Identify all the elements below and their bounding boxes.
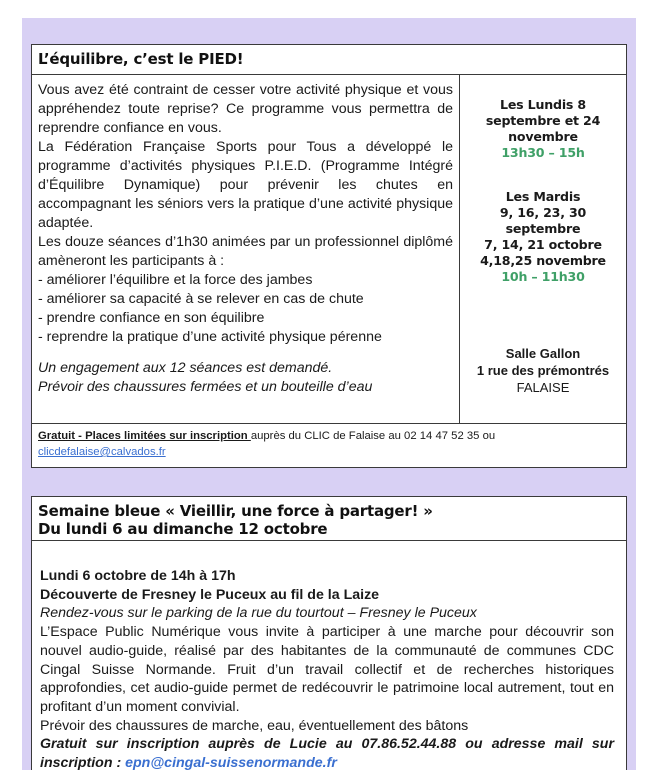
event-description: L’Espace Public Numérique vous invite à participer à une marche pour découvrir son nouvel audio-guide, réalisé par des habitantes de la communauté de communes CDC Cingal Suisse Normande. Fruit d’un travail collectif et de recherches historiques approfondies, cet audio-guide permet de redécouvrir le patrimoine local autrement, tout en profitant d’un moment convivial.	[40, 624, 614, 715]
registration-info: auprès du CLIC de Falaise au 02 14 47 52 35 ou	[250, 430, 496, 442]
list-item: - améliorer l’équilibre et la force des jambes	[38, 272, 313, 288]
pied-body	[32, 75, 626, 424]
pied-program-card	[31, 44, 627, 468]
venue	[460, 345, 626, 396]
pied-footer	[32, 424, 626, 460]
event-meeting-point: Rendez-vous sur le parking de la rue du tourtout – Fresney le Puceux	[40, 605, 477, 622]
monday-schedule	[460, 97, 626, 161]
tuesday-line: 4,18,25 novembre	[480, 253, 606, 268]
list-item: - reprendre la pratique d’une activité physique pérenne	[38, 329, 382, 345]
pied-sessions: Les douze séances d’1h30 animées par un professionnel diplômé amèneront les participants à :	[38, 234, 453, 269]
venue-room: Salle Gallon	[505, 346, 581, 361]
tuesday-time: 10h – 11h30	[501, 269, 585, 284]
semaine-bleue-body	[32, 541, 626, 773]
epn-email-link[interactable]: epn@cingal-suissenormande.fr	[125, 755, 337, 772]
clic-email-link[interactable]: clicdefalaise@calvados.fr	[38, 446, 166, 458]
venue-address: 1 rue des prémontrés	[476, 363, 610, 378]
pied-commitment: Un engagement aux 12 séances est demandé.	[38, 360, 333, 376]
tuesday-line: 9, 16, 23, 30	[499, 205, 587, 220]
event-title: Découverte de Fresney le Puceux au fil de la Laize	[40, 586, 380, 603]
semaine-bleue-title: Semaine bleue « Vieillir, une force à partager! »	[38, 502, 433, 520]
event-date: Lundi 6 octobre de 14h à 17h	[40, 568, 236, 584]
pied-title-row	[32, 45, 626, 75]
pied-description	[32, 75, 460, 423]
event-signup	[40, 735, 614, 772]
event-bring: Prévoir des chaussures de marche, eau, éventuellement des bâtons	[40, 717, 469, 734]
signup-text: Gratuit sur inscription auprès de Lucie au 07.86.52.44.88 ou adresse mail sur inscription :	[40, 736, 614, 772]
tuesday-line: Les Mardis	[505, 189, 581, 204]
pied-title: L’équilibre, c’est le PIED!	[38, 50, 244, 68]
pied-federation: La Fédération Française Sports pour Tous a développé le programme d’activités physiques P.I.E.D. (Programme Intégré d’Équilibre Dynamique) pour prévenir les chutes en accompagnant les séniors vers la pratique d’une activité physique adaptée.	[38, 139, 453, 231]
semaine-bleue-title-row	[32, 497, 626, 541]
tuesday-line: septembre	[505, 221, 581, 236]
monday-line: Les Lundis 8	[500, 97, 586, 112]
free-limited-label: Gratuit - Places limitées sur inscription	[38, 430, 251, 442]
venue-city: FALAISE	[516, 380, 570, 395]
semaine-bleue-dates: Du lundi 6 au dimanche 12 octobre	[38, 520, 328, 538]
list-item: - prendre confiance en son équilibre	[38, 310, 265, 326]
tuesday-schedule	[460, 189, 626, 285]
list-item: - améliorer sa capacité à se relever en cas de chute	[38, 291, 364, 307]
monday-line: septembre et 24	[485, 113, 601, 128]
monday-time: 13h30 – 15h	[501, 145, 585, 160]
monday-line: novembre	[508, 129, 578, 144]
semaine-bleue-card	[31, 496, 627, 770]
pied-schedule-column	[460, 75, 626, 423]
pied-goals-list	[38, 271, 453, 347]
tuesday-line: 7, 14, 21 octobre	[484, 237, 602, 252]
pied-intro: Vous avez été contraint de cesser votre activité physique et vous appréhendez toute reprise? Ce programme vous permettra de reprendre confiance en vous.	[38, 82, 453, 136]
pied-shoes: Prévoir des chaussures fermées et un bouteille d’eau	[38, 379, 373, 395]
